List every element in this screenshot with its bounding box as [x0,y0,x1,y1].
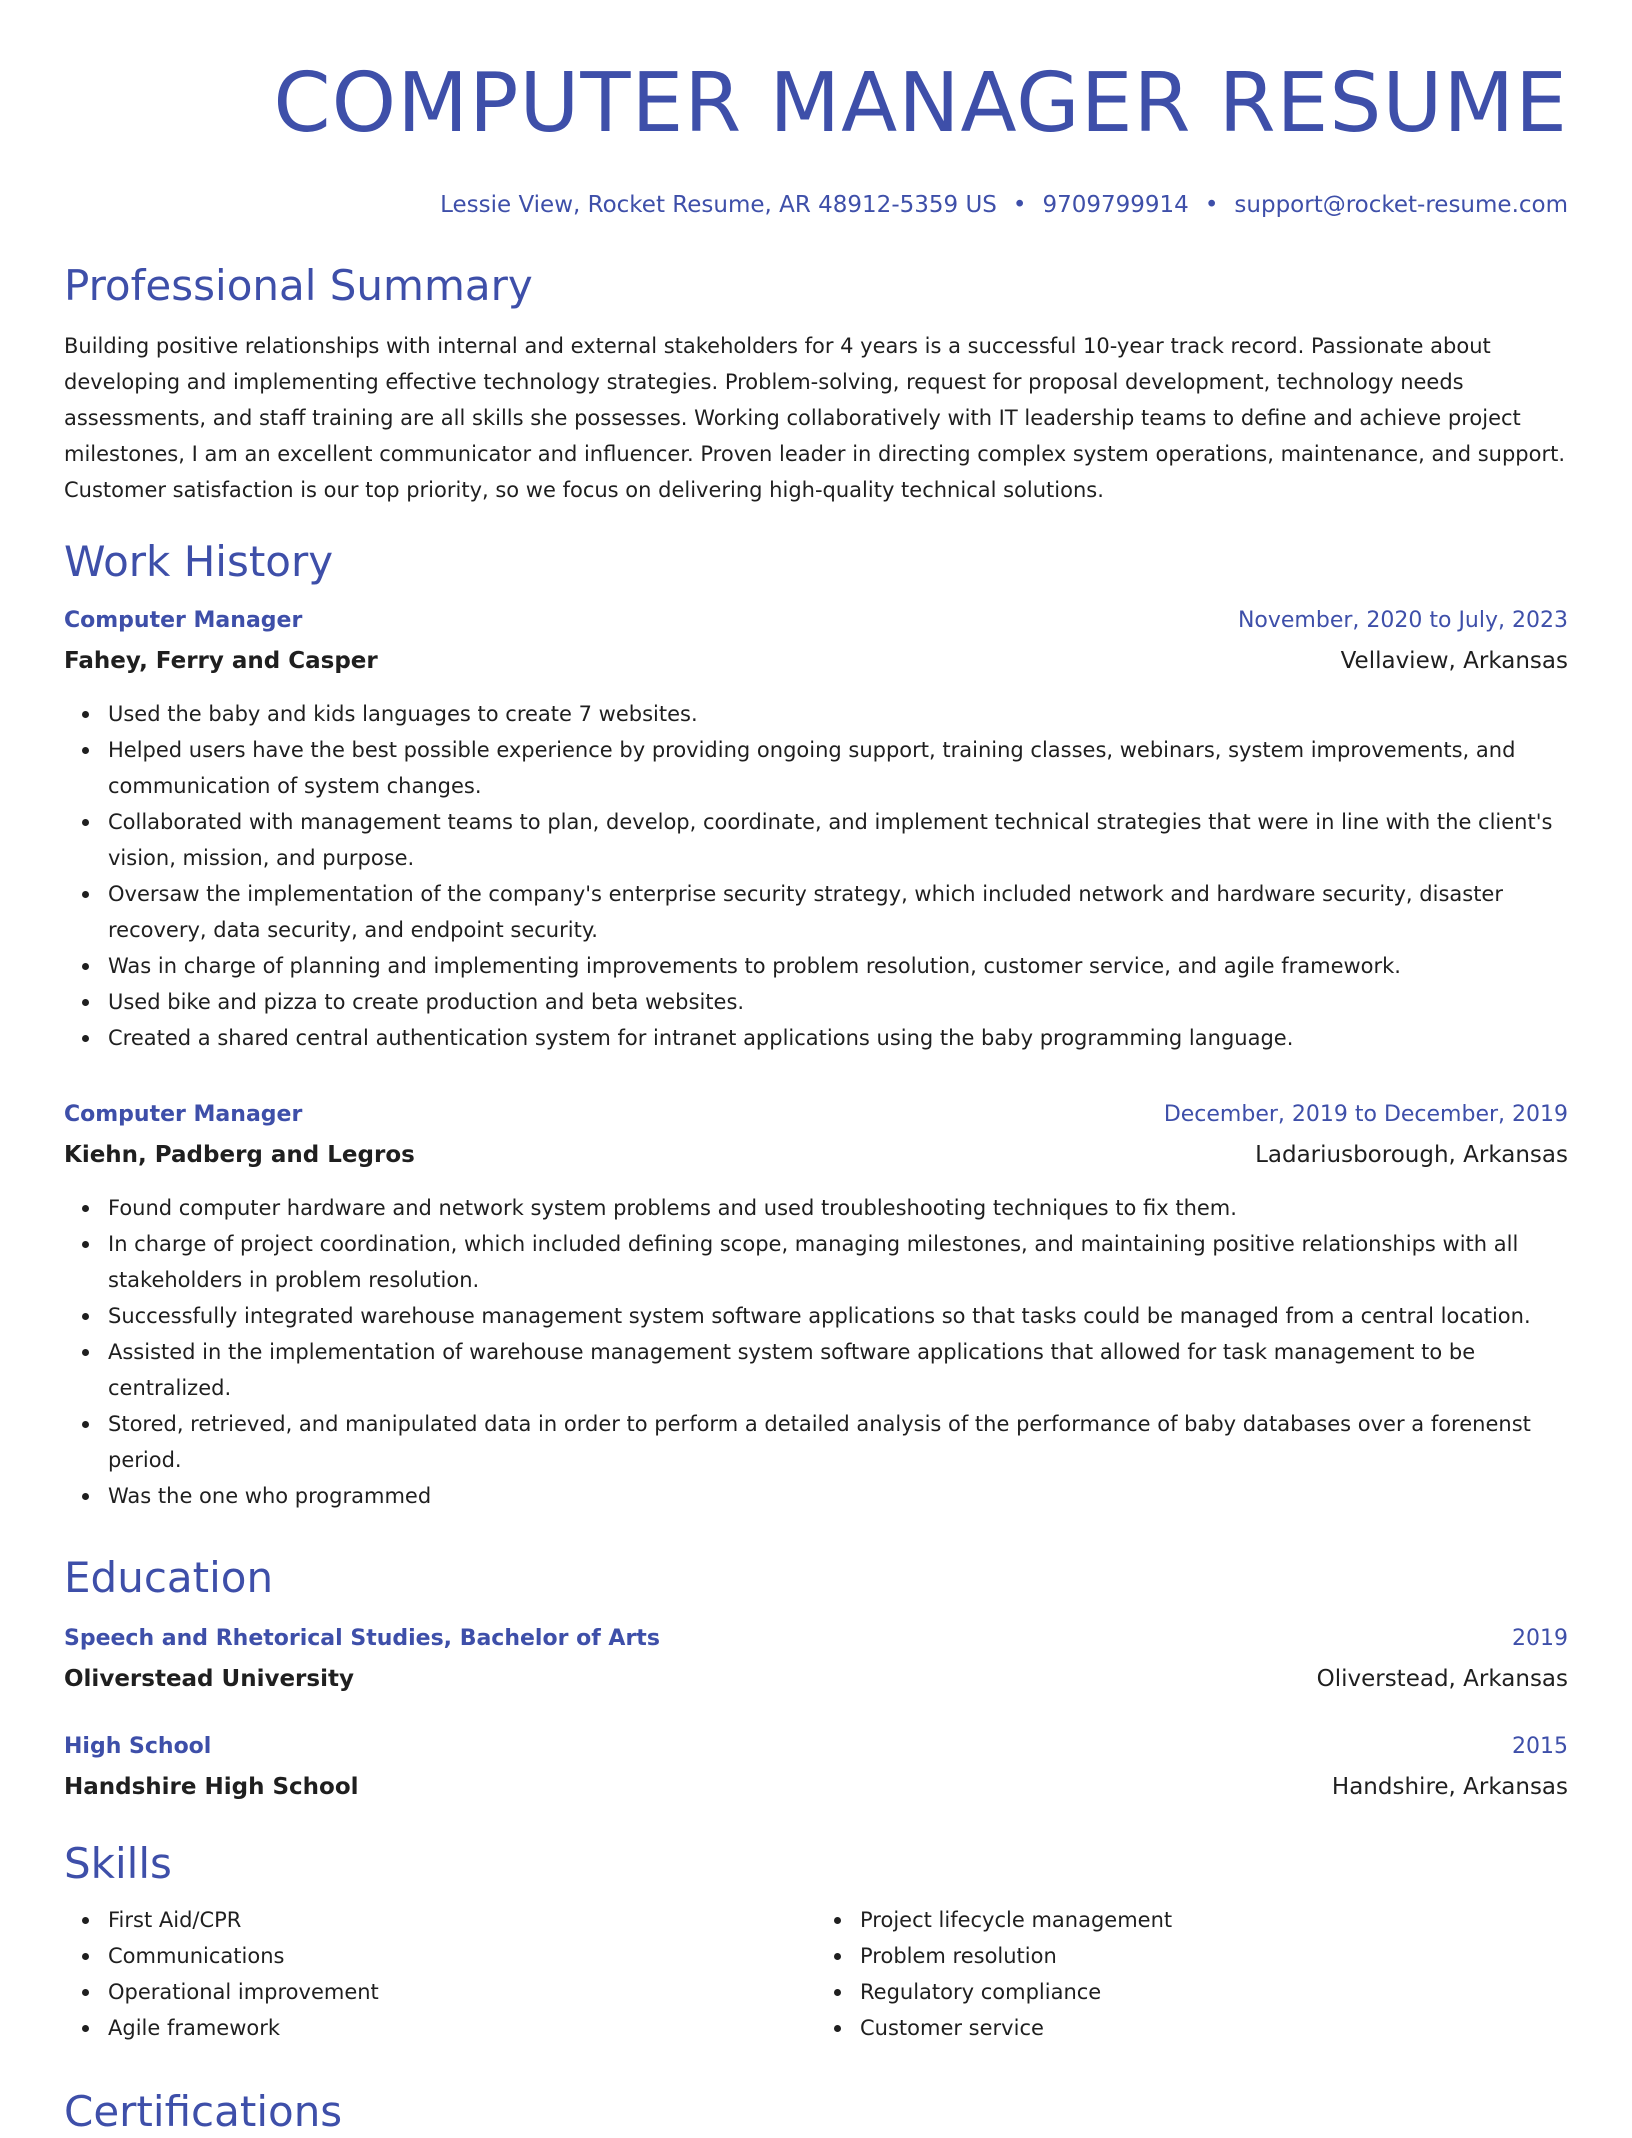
summary-heading: Professional Summary [64,261,533,310]
skill-item: First Aid/CPR [108,1902,816,1938]
job-bullet: Assisted in the implementation of warehouse management system software applications that allowed for task management to be centralized. [108,1334,1568,1406]
job-location: Ladariusborough, Arkansas [1255,1142,1568,1168]
education-location: Handshire, Arkansas [1331,1774,1568,1800]
skill-item: Operational improvement [108,1974,816,2010]
contact-separator: • [1012,192,1027,218]
job-title: Computer Manager [64,1102,303,1127]
job-bullet: Used the baby and kids languages to create 7 websites. [108,696,1568,732]
job-bullet: Was the one who programmed [108,1478,1568,1514]
job-dates: November, 2020 to July, 2023 [1237,608,1568,633]
work-history-heading: Work History [64,537,334,586]
skills-heading: Skills [64,1839,172,1888]
education-year: 2019 [1512,1626,1568,1651]
job-bullet-list [64,696,1568,1056]
education-entry [64,1730,1568,1804]
summary-text: Building positive relationships with internal and external stakeholders for 4 years is a successful 10-year track record. Passionate about developing and implementing effective technology strategies. Problem-solving, request for proposal development, technology needs assessments, and staff training are all skills she possesses. Working collaboratively with IT leadership teams to define and achieve project milestones, I am an excellent communicator and influencer. Proven leader in directing complex system operations, maintenance, and support. Customer satisfaction is our top priority, so we focus on delivering high-quality technical solutions. [64,334,1566,502]
skills-list-left [64,1902,816,2046]
skill-item: Customer service [860,2010,1568,2046]
contact-separator: • [1204,192,1219,218]
job-bullet: Helped users have the best possible experience by providing ongoing support, training classes, webinars, system improvements, and communication of system changes. [108,732,1568,804]
job-company: Fahey, Ferry and Casper [64,648,378,674]
certifications-heading: Certifications [64,2087,343,2136]
job-bullet: Successfully integrated warehouse management system software applications so that tasks could be managed from a central location. [108,1298,1568,1334]
job-bullet: Was in charge of planning and implementing improvements to problem resolution, customer service, and agile framework. [108,948,1568,984]
job-entry [64,604,1568,1056]
education-year: 2015 [1512,1734,1568,1759]
education-school: Handshire High School [64,1774,359,1800]
skill-item: Agile framework [108,2010,816,2046]
skill-item: Problem resolution [860,1938,1568,1974]
education-degree: High School [64,1734,212,1759]
job-bullet: Created a shared central authentication system for intranet applications using the baby programming language. [108,1020,1568,1056]
contact-email[interactable]: support@rocket-resume.com [1234,192,1568,218]
skill-item: Project lifecycle management [860,1902,1568,1938]
skill-item: Communications [108,1938,816,1974]
resume-title: COMPUTER MANAGER RESUME [273,56,1568,151]
job-bullet: Oversaw the implementation of the company's enterprise security strategy, which included network and hardware security, disaster recovery, data security, and endpoint security. [108,876,1568,948]
skills-grid [64,1902,1568,2046]
job-entry [64,1098,1568,1514]
job-title: Computer Manager [64,608,303,633]
contact-phone[interactable]: 9709799914 [1042,192,1189,218]
contact-address: Lessie View, Rocket Resume, AR 48912-5359 US [440,192,997,218]
job-bullet: Stored, retrieved, and manipulated data in order to perform a detailed analysis of the performance of baby databases over a forenenst period. [108,1406,1568,1478]
job-bullet: Used bike and pizza to create production and beta websites. [108,984,1568,1020]
skills-list-right [816,1902,1568,2046]
education-heading: Education [64,1553,274,1602]
job-bullet: Collaborated with management teams to plan, develop, coordinate, and implement technical strategies that were in line with the client's vision, mission, and purpose. [108,804,1568,876]
contact-line [64,190,1568,220]
job-bullet-list [64,1190,1568,1514]
job-location: Vellaview, Arkansas [1340,648,1568,674]
skill-item: Regulatory compliance [860,1974,1568,2010]
job-company: Kiehn, Padberg and Legros [64,1142,415,1168]
education-entry [64,1622,1568,1696]
education-school: Oliverstead University [64,1666,354,1692]
job-bullet: Found computer hardware and network system problems and used troubleshooting techniques to fix them. [108,1190,1568,1226]
job-dates: December, 2019 to December, 2019 [1163,1102,1568,1127]
education-degree: Speech and Rhetorical Studies, Bachelor of Arts [64,1626,660,1651]
job-bullet: In charge of project coordination, which included defining scope, managing milestones, and maintaining positive relationships with all stakeholders in problem resolution. [108,1226,1568,1298]
education-location: Oliverstead, Arkansas [1316,1666,1568,1692]
